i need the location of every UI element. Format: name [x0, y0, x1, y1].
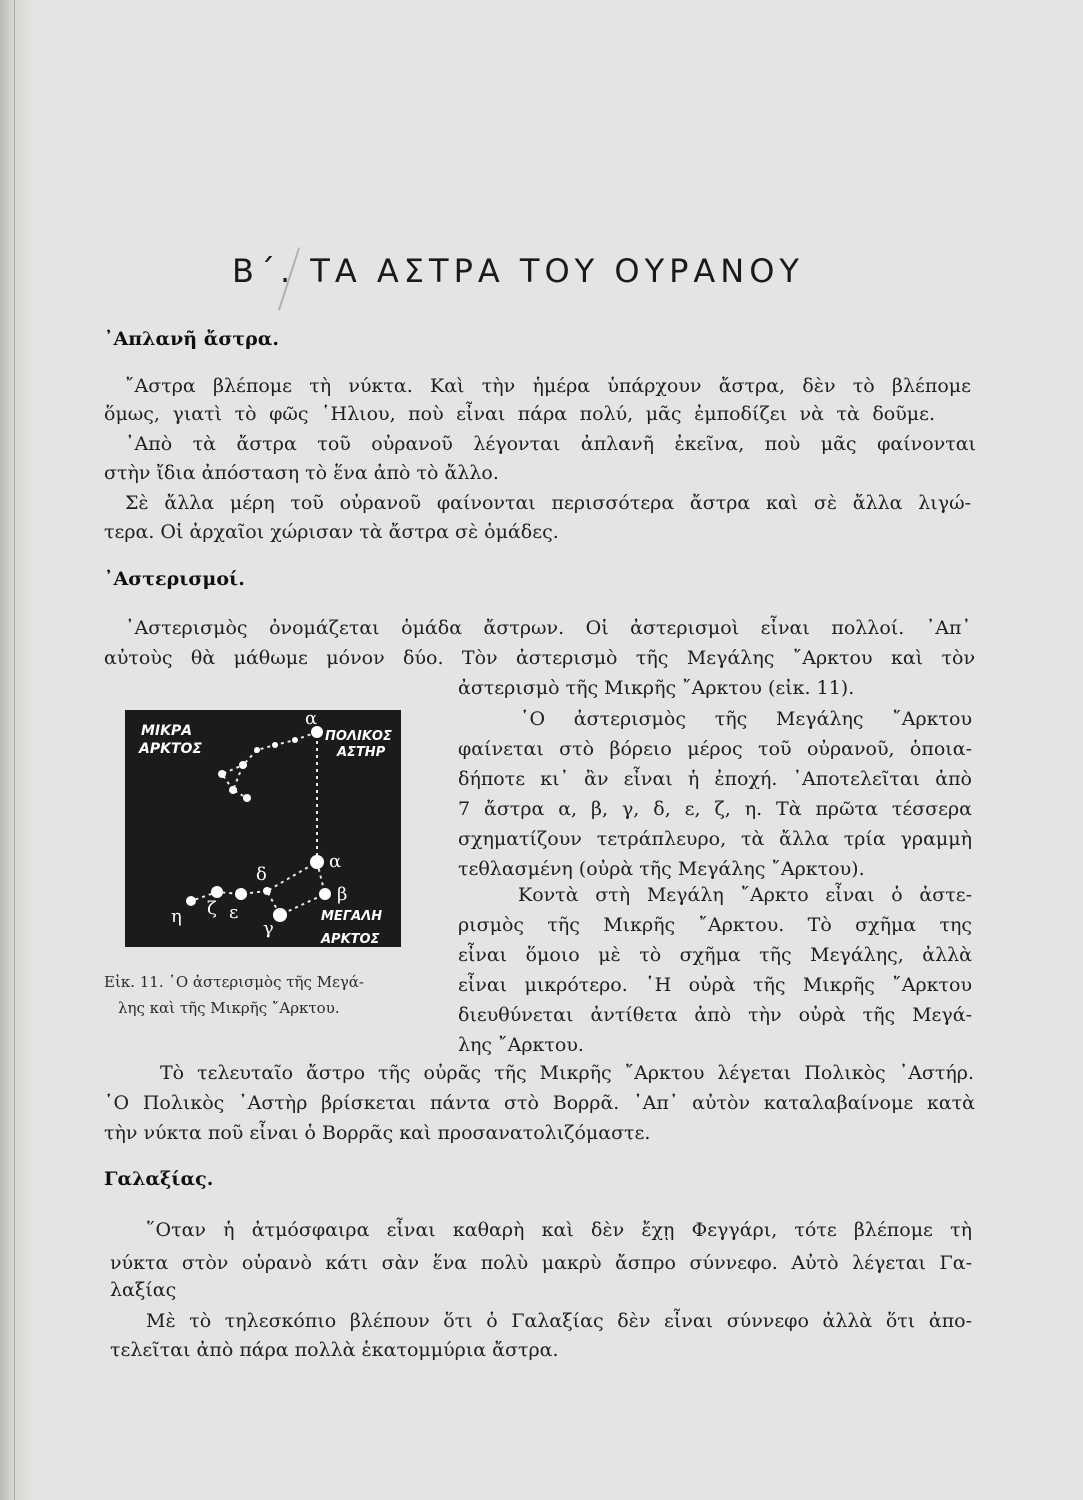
constellation-diagram — [125, 710, 401, 947]
label-arktos-small: ΑΡΚΤΟΣ — [139, 741, 202, 757]
text-line: ᾿Απὸ τὰ ἄστρα τοῦ οὐρανοῦ λέγονται ἀπλανῆ ἐκεῖνα, ποὺ μᾶς φαίνονται — [125, 433, 976, 455]
star-letter: η — [171, 906, 182, 927]
text-line: Σὲ ἄλλα μέρη τοῦ οὐρανοῦ φαίνονται περισσότερα ἄστρα καὶ σὲ ἄλλα λιγώ- — [125, 492, 971, 514]
text-line: ῞Οταν ἡ ἀτμόσφαιρα εἶναι καθαρὴ καὶ δὲν ἔχῃ Φεγγάρι, τότε βλέπομε τὴ — [146, 1219, 972, 1241]
text-line: στὴν ἴδια ἀπόσταση τὸ ἕνα ἀπὸ τὸ ἄλλο. — [104, 462, 499, 484]
star-letter: ε — [229, 902, 239, 923]
text-line: Τὸ τελευταῖο ἄστρο τῆς οὐρᾶς τῆς Μικρῆς ῎Αρκτου λέγεται Πολικὸς ᾿Αστήρ. — [160, 1062, 974, 1084]
section-heading-aplani: ᾿Απλανῆ ἄστρα. — [104, 328, 279, 350]
star-letter: β — [337, 884, 348, 905]
text-line: 7 ἄστρα α, β, γ, δ, ε, ζ, η. Τὰ πρῶτα τέσσερα — [458, 798, 972, 820]
page-title: Β΄. ΤΑ ΑΣΤΡΑ ΤΟΥ ΟΥΡΑΝΟΥ — [232, 252, 804, 290]
label-arktos-big: ΑΡΚΤΟΣ — [321, 932, 380, 947]
star-letter: ζ — [207, 898, 217, 919]
text-line: λαξίας — [110, 1279, 177, 1301]
text-line: ῎Αστρα βλέπομε τὴ νύκτα. Καὶ τὴν ἡμέρα ὑπάρχουν ἄστρα, δὲν τὸ βλέπομε — [125, 375, 971, 397]
constellation-figure — [125, 710, 401, 947]
text-line: ὅμως, γιατὶ τὸ φῶς ῾Ηλιου, ποὺ εἶναι πάρα πολύ, μᾶς ἐμποδίζει νὰ τὰ δοῦμε. — [104, 403, 935, 425]
text-line: διευθύνεται ἀντίθετα ἀπὸ τὴν οὐρὰ τῆς Μεγά- — [458, 1004, 972, 1026]
text-line: εἶναι ὅμοιο μὲ τὸ σχῆμα τῆς Μεγάλης, ἀλλὰ — [458, 944, 972, 966]
text-line: Μὲ τὸ τηλεσκόπιο βλέπουν ὅτι ὁ Γαλαξίας δὲν εἶναι σύννεφο ἀλλὰ ὅτι ἀπο- — [146, 1310, 972, 1332]
star-letter: α — [329, 851, 342, 872]
text-line: εἶναι μικρότερο. ῾Η οὐρὰ τῆς Μικρῆς ῎Αρκτου — [458, 974, 972, 996]
star-letter: α — [305, 710, 318, 729]
text-line: αὐτοὺς θὰ μάθωμε μόνον δύο. Τὸν ἀστερισμὸ τῆς Μεγάλης ῎Αρκτου καὶ τὸν — [104, 647, 975, 669]
text-line: ῾Ο ἀστερισμὸς τῆς Μεγάλης ῎Αρκτου — [520, 708, 972, 730]
text-line: τεθλασμένη (οὐρὰ τῆς Μεγάλης ῎Αρκτου). — [458, 858, 865, 880]
label-mikra: ΜΙΚΡΑ — [141, 723, 193, 739]
text-line: σχηματίζουν τετράπλευρο, τὰ ἄλλα τρία γραμμὴ — [458, 828, 972, 850]
label-megali: ΜΕΓΑΛΗ — [321, 909, 383, 924]
text-line: τερα. Οἱ ἀρχαῖοι χώρισαν τὰ ἄστρα σὲ ὁμάδες. — [104, 521, 559, 543]
text-line: δήποτε κι᾿ ἂν εἶναι ἡ ἐποχή. ᾿Αποτελεῖται ἀπὸ — [458, 768, 972, 790]
text-line: ρισμὸς τῆς Μικρῆς ῎Αρκτου. Τὸ σχῆμα της — [458, 914, 972, 936]
label-astir: ΑΣΤΗΡ — [337, 745, 386, 760]
text-line: λης ῎Αρκτου. — [458, 1034, 584, 1056]
section-heading-asterismoi: ᾿Αστερισμοί. — [104, 568, 245, 590]
page-edge — [0, 0, 36, 1500]
figure-caption-line: λης καὶ τῆς Μικρῆς ῎Αρκτου. — [118, 999, 340, 1017]
figure-caption-line: Εἰκ. 11. ῾Ο ἀστερισμὸς τῆς Μεγά- — [104, 973, 365, 991]
text-line: ῾Ο Πολικὸς ᾿Αστὴρ βρίσκεται πάντα στὸ Βορρᾶ. ᾿Απ᾿ αὐτὸν καταλαβαίνομε κατὰ — [104, 1092, 975, 1114]
text-line: τελεῖται ἀπὸ πάρα πολλὰ ἑκατομμύρια ἄστρα. — [110, 1339, 559, 1361]
text-line: φαίνεται στὸ βόρειο μέρος τοῦ οὐρανοῦ, ὁποια- — [458, 738, 972, 760]
text-line: ᾿Αστερισμὸς ὀνομάζεται ὁμάδα ἄστρων. Οἱ ἀστερισμοὶ εἶναι πολλοί. ᾿Απ᾿ — [125, 617, 971, 639]
star-letter: δ — [256, 864, 267, 885]
label-polikos: ΠΟΛΙΚΟΣ — [325, 729, 392, 744]
star-letter: γ — [263, 918, 274, 939]
text-line: ἀστερισμὸ τῆς Μικρῆς ῎Αρκτου (εἰκ. 11). — [458, 677, 855, 699]
text-line: Κοντὰ στὴ Μεγάλη ῎Αρκτο εἶναι ὁ ἀστε- — [518, 884, 972, 906]
text-line: νύκτα στὸν οὐρανὸ κάτι σὰν ἕνα πολὺ μακρὺ ἄσπρο σύννεφο. Αὐτὸ λέγεται Γα- — [110, 1252, 972, 1274]
text-line: τὴν νύκτα ποῦ εἶναι ὁ Βορρᾶς καὶ προσανατολιζόμαστε. — [104, 1122, 651, 1144]
section-heading-galaxias: Γαλαξίας. — [104, 1168, 214, 1190]
